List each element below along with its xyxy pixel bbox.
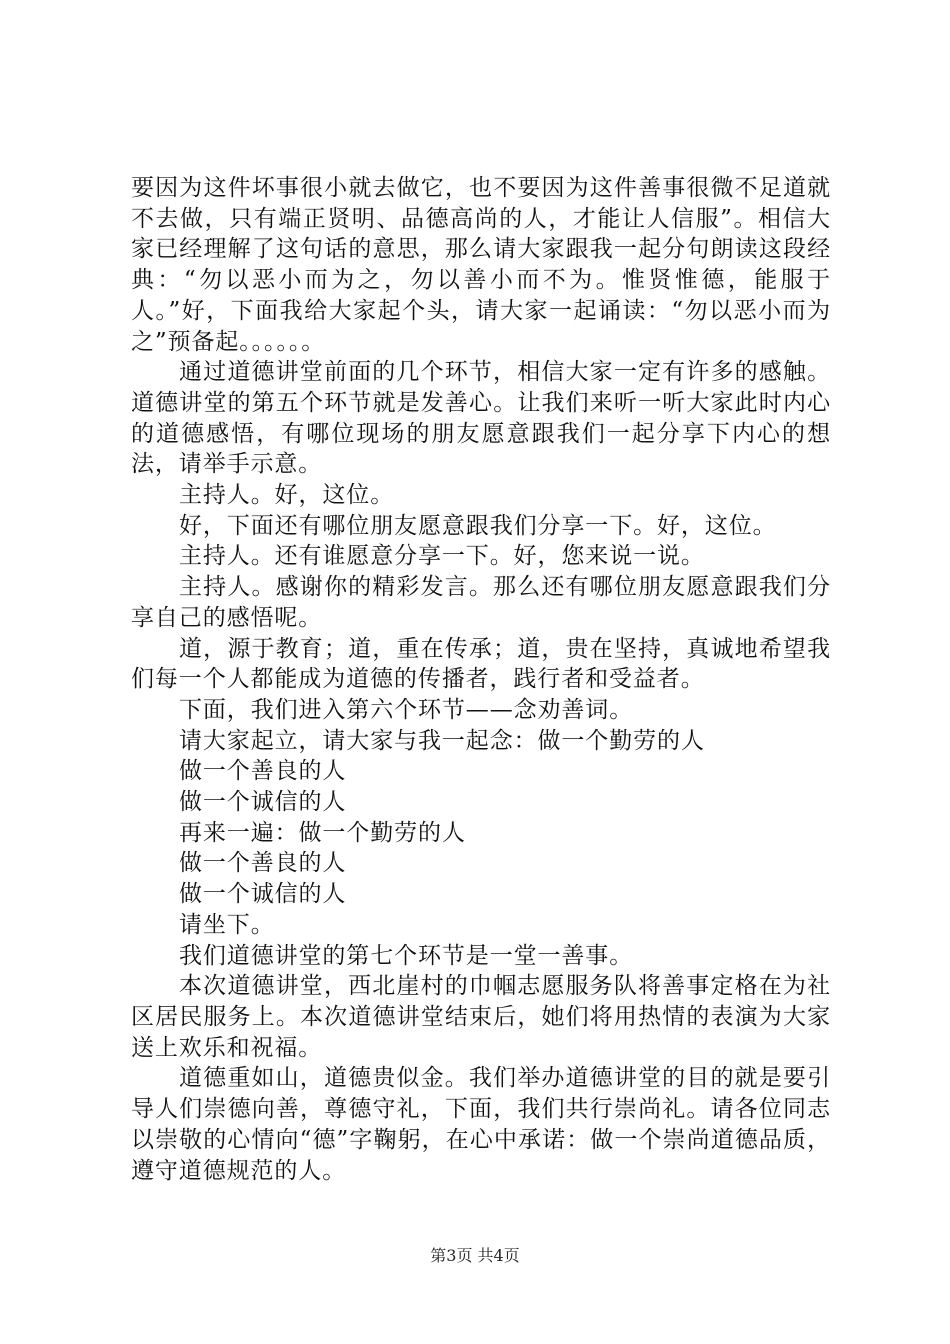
document-body: [131, 173, 831, 1186]
paragraph: 再来一遍：做一个勤劳的人: [179, 819, 466, 846]
paragraph: 我们道德讲堂的第七个环节是一堂一善事。: [179, 942, 634, 969]
paragraph: 道，源于教育；道，重在传承；道，贵在坚持，真诚地希望我们每一个人都能成为道德的传播者，践行者和受益者。: [131, 635, 831, 693]
paragraph: 好，下面还有哪位朋友愿意跟我们分享一下。好，这位。: [179, 512, 777, 539]
page-number-footer: 第3页 共4页: [430, 1246, 520, 1265]
paragraph: 做一个善良的人: [179, 758, 347, 785]
paragraph: 请大家起立，请大家与我一起念：做一个勤劳的人: [179, 727, 705, 754]
paragraph: 本次道德讲堂，西北崖村的巾帼志愿服务队将善事定格在为社区居民服务上。本次道德讲堂结束后，她们将用热情的表演为大家送上欢乐和祝福。: [131, 973, 831, 1061]
paragraph: 做一个善良的人: [179, 850, 347, 877]
paragraph: 主持人。好，这位。: [179, 482, 395, 509]
paragraph: 道德重如山，道德贵似金。我们举办道德讲堂的目的就是要引导人们崇德向善，尊德守礼，下面，我们共行崇尚礼。请各位同志以崇敬的心情向“德”字鞠躬，在心中承诺：做一个崇尚道德品质，遵守道德规范的人。: [131, 1065, 831, 1184]
paragraph: 请坐下。: [179, 911, 275, 938]
paragraph: 通过道德讲堂前面的几个环节，相信大家一定有许多的感触。道德讲堂的第五个环节就是发善心。让我们来听一听大家此时内心的道德感悟，有哪位现场的朋友愿意跟我们一起分享下内心的想法，请举手示意。: [131, 359, 831, 478]
paragraph: 主持人。感谢你的精彩发言。那么还有哪位朋友愿意跟我们分享自己的感悟呢。: [131, 574, 831, 631]
paragraph: 要因为这件坏事很小就去做它，也不要因为这件善事很微不足道就不去做，只有端正贤明、品德高尚的人，才能让人信服”。相信大家已经理解了这句话的意思，那么请大家跟我一起分句朗读这段经典：“勿以恶小而为之，勿以善小而不为。惟贤惟德，能服于人。”好，下面我给大家起个头，请大家一起诵读：“勿以恶小而为之”预备起。。。。。。: [131, 175, 831, 355]
paragraph: 下面，我们进入第六个环节——念劝善词。: [179, 696, 634, 723]
paragraph: 做一个诚信的人: [179, 881, 347, 908]
paragraph: 做一个诚信的人: [179, 789, 347, 816]
paragraph: 主持人。还有谁愿意分享一下。好，您来说一说。: [179, 543, 705, 570]
